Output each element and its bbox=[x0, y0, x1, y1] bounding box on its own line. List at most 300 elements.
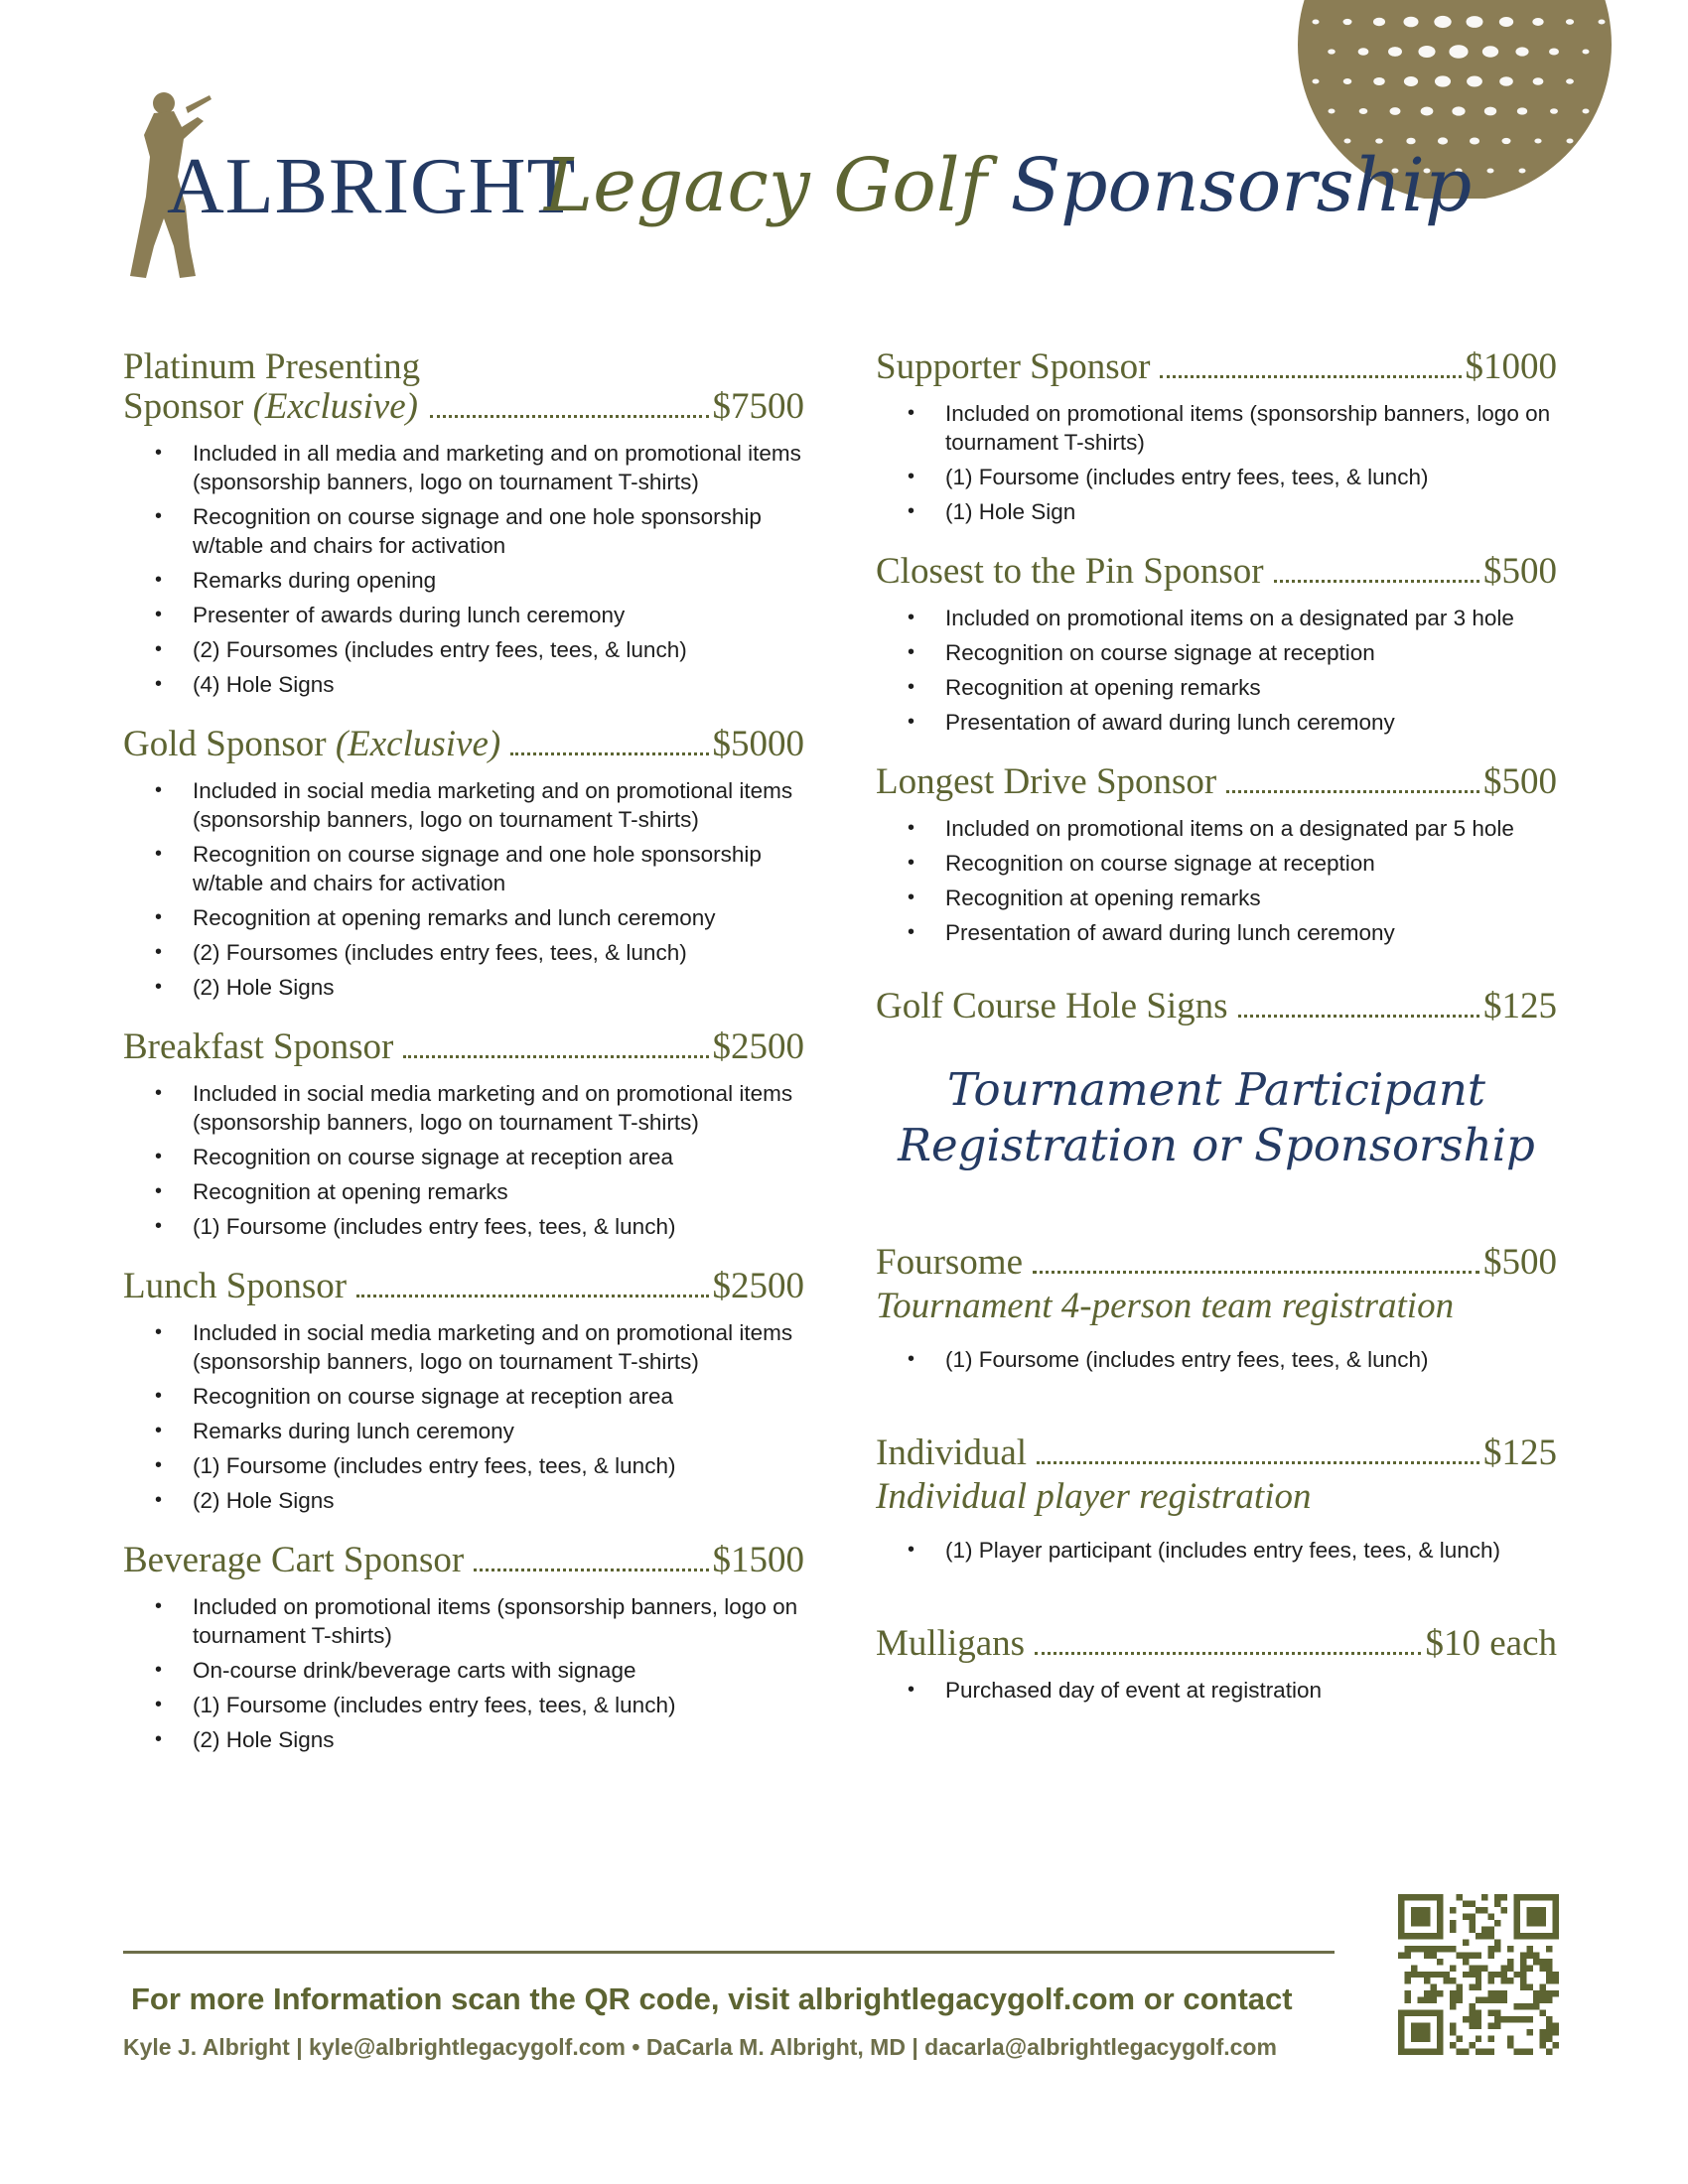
list-item: • Recognition at opening remarks and lunch ceremony bbox=[123, 903, 804, 932]
qr-module bbox=[1494, 1997, 1500, 2003]
tier-beverage-cart bbox=[123, 1541, 804, 1754]
ball-dimple bbox=[1418, 46, 1435, 58]
tier-heading bbox=[876, 987, 1557, 1026]
bullet-list bbox=[876, 1345, 1557, 1374]
list-item: • Included in social media marketing and on promotional items (sponsorship banners, logo on tournament T-shirts) bbox=[123, 776, 804, 834]
registration-mulligans bbox=[876, 1624, 1557, 1705]
list-item: • Included on promotional items on a designated par 3 hole bbox=[876, 604, 1557, 632]
qr-module bbox=[1488, 1997, 1494, 2003]
tier-subtitle: Individual player registration bbox=[876, 1476, 1312, 1518]
list-item: • (2) Hole Signs bbox=[123, 1725, 804, 1754]
list-item: • Recognition on course signage and one hole sponsorship w/table and chairs for activation bbox=[123, 502, 804, 560]
list-item: • Presenter of awards during lunch ceremony bbox=[123, 601, 804, 629]
qr-module bbox=[1417, 1946, 1423, 1952]
ball-dimple bbox=[1566, 78, 1574, 83]
qr-module bbox=[1553, 2023, 1559, 2029]
leader-dots bbox=[474, 1569, 708, 1571]
qr-module bbox=[1540, 2029, 1546, 2035]
qr-module bbox=[1469, 1972, 1475, 1978]
ball-dimple bbox=[1313, 20, 1320, 25]
qr-module bbox=[1476, 1984, 1481, 1990]
qr-module bbox=[1404, 1952, 1410, 1958]
bullet-list bbox=[123, 1318, 804, 1515]
qr-module bbox=[1469, 2010, 1475, 2016]
list-item: • Recognition on course signage at reception area bbox=[123, 1143, 804, 1171]
qr-module bbox=[1430, 1984, 1436, 1990]
qr-module bbox=[1450, 1920, 1456, 1926]
qr-module bbox=[1463, 1952, 1469, 1958]
qr-module bbox=[1404, 1990, 1410, 1996]
qr-module bbox=[1424, 1952, 1430, 1958]
qr-module bbox=[1514, 2003, 1520, 2009]
qr-module bbox=[1507, 1959, 1513, 1965]
tier-heading bbox=[876, 552, 1557, 592]
qr-module bbox=[1553, 1978, 1559, 1983]
list-item: • Presentation of award during lunch ceremony bbox=[876, 918, 1557, 947]
qr-module bbox=[1411, 1907, 1430, 1926]
tier-name: Supporter Sponsor bbox=[876, 346, 1151, 387]
qr-module bbox=[1494, 2023, 1500, 2029]
qr-module bbox=[1404, 1997, 1410, 2003]
footer-divider bbox=[123, 1951, 1335, 1954]
qr-module bbox=[1430, 1990, 1436, 1996]
tier-heading bbox=[876, 347, 1557, 387]
qr-module bbox=[1520, 2016, 1526, 2022]
qr-module bbox=[1456, 2049, 1462, 2055]
qr-module bbox=[1520, 1984, 1526, 1990]
qr-module bbox=[1450, 1965, 1456, 1971]
qr-module bbox=[1424, 1997, 1430, 2003]
list-item: • (1) Foursome (includes entry fees, tees, & lunch) bbox=[123, 1691, 804, 1719]
ball-dimple bbox=[1358, 48, 1369, 56]
qr-module bbox=[1450, 1990, 1456, 1996]
qr-module bbox=[1469, 1965, 1475, 1971]
qr-module bbox=[1476, 1952, 1481, 1958]
leader-dots bbox=[1160, 375, 1461, 378]
qr-module bbox=[1494, 1900, 1500, 1906]
ball-dimple bbox=[1389, 107, 1400, 115]
qr-module bbox=[1481, 1997, 1487, 2003]
qr-module bbox=[1450, 1926, 1456, 1932]
list-item: • (1) Foursome (includes entry fees, tees, & lunch) bbox=[876, 463, 1557, 491]
qr-module bbox=[1404, 1978, 1410, 1983]
tier-heading bbox=[123, 725, 804, 764]
tier-heading bbox=[123, 1027, 804, 1067]
tier-price: $125 bbox=[1483, 1433, 1557, 1474]
qr-module bbox=[1424, 1972, 1430, 1978]
tier-platinum bbox=[123, 347, 804, 699]
leader-dots bbox=[403, 1055, 708, 1058]
qr-module bbox=[1520, 2003, 1526, 2009]
ball-dimple bbox=[1515, 47, 1528, 56]
ball-dimple bbox=[1329, 109, 1336, 114]
qr-module bbox=[1469, 1920, 1475, 1926]
qr-module bbox=[1476, 1965, 1481, 1971]
bullet-list bbox=[876, 604, 1557, 737]
qr-module bbox=[1540, 2042, 1546, 2048]
qr-module bbox=[1553, 2029, 1559, 2035]
qr-module bbox=[1450, 1907, 1456, 1913]
tier-price: $500 bbox=[1483, 1242, 1557, 1284]
qr-module bbox=[1546, 1978, 1552, 1983]
list-item: • (2) Foursomes (includes entry fees, tees, & lunch) bbox=[123, 635, 804, 664]
tier-qualifier: (Exclusive) bbox=[335, 723, 501, 764]
list-item: • (1) Foursome (includes entry fees, tees, & lunch) bbox=[876, 1345, 1557, 1374]
qr-module bbox=[1533, 1990, 1539, 1996]
qr-module bbox=[1533, 1997, 1539, 2003]
tier-closest-to-pin bbox=[876, 552, 1557, 737]
tier-name bbox=[123, 347, 420, 427]
qr-module bbox=[1546, 1972, 1552, 1978]
title-sponsorship: Sponsorship bbox=[1010, 143, 1473, 228]
qr-module bbox=[1546, 1990, 1552, 1996]
qr-module bbox=[1411, 1972, 1417, 1978]
list-item: • Included on promotional items (sponsorship banners, logo on tournament T-shirts) bbox=[123, 1592, 804, 1650]
tier-price: $500 bbox=[1483, 760, 1557, 802]
ball-dimple bbox=[1404, 76, 1418, 86]
qr-module bbox=[1546, 2016, 1552, 2022]
qr-module bbox=[1507, 1978, 1513, 1983]
qr-module bbox=[1476, 2049, 1481, 2055]
qr-module bbox=[1476, 1978, 1481, 1983]
ball-dimple bbox=[1343, 19, 1352, 25]
tier-gold bbox=[123, 725, 804, 1002]
qr-module bbox=[1488, 1990, 1494, 1996]
qr-module bbox=[1411, 1946, 1417, 1952]
list-item: • (2) Foursomes (includes entry fees, tees, & lunch) bbox=[123, 938, 804, 967]
tier-heading bbox=[123, 1541, 804, 1580]
qr-module bbox=[1476, 2010, 1481, 2016]
qr-module bbox=[1527, 1946, 1533, 1952]
qr-module bbox=[1540, 2036, 1546, 2042]
qr-module bbox=[1469, 2016, 1475, 2022]
ball-dimple bbox=[1583, 109, 1590, 114]
qr-module bbox=[1494, 1920, 1500, 1926]
list-item: • (1) Foursome (includes entry fees, tees, & lunch) bbox=[123, 1451, 804, 1480]
tier-price: $2500 bbox=[712, 1265, 804, 1306]
qr-module bbox=[1540, 1965, 1546, 1971]
tier-breakfast bbox=[123, 1027, 804, 1241]
qr-module bbox=[1424, 1990, 1430, 1996]
qr-module bbox=[1450, 2029, 1456, 2035]
qr-module bbox=[1463, 2049, 1469, 2055]
qr-module bbox=[1520, 1965, 1526, 1971]
qr-module bbox=[1469, 1926, 1475, 1932]
qr-module bbox=[1553, 1990, 1559, 1996]
left-column bbox=[123, 347, 804, 1780]
qr-module bbox=[1469, 2042, 1475, 2048]
qr-module bbox=[1514, 2049, 1520, 2055]
tier-lunch bbox=[123, 1267, 804, 1515]
qr-module bbox=[1507, 2036, 1513, 2042]
qr-module bbox=[1527, 2003, 1533, 2009]
tier-name: Foursome bbox=[876, 1242, 1023, 1284]
qr-module bbox=[1411, 2023, 1430, 2042]
tier-heading bbox=[123, 347, 804, 427]
qr-module bbox=[1476, 1972, 1481, 1978]
qr-module bbox=[1456, 1997, 1462, 2003]
qr-module bbox=[1527, 1984, 1533, 1990]
qr-module bbox=[1430, 1952, 1436, 1958]
tier-name-line2: Sponsor bbox=[123, 385, 244, 427]
qr-module bbox=[1527, 2029, 1533, 2035]
ball-dimple bbox=[1534, 138, 1541, 143]
qr-module bbox=[1540, 2010, 1546, 2016]
ball-dimple bbox=[1482, 46, 1498, 57]
qr-module bbox=[1488, 1933, 1494, 1939]
qr-module bbox=[1507, 2016, 1513, 2022]
tier-price: $125 bbox=[1483, 985, 1557, 1026]
list-item: • Recognition on course signage at reception bbox=[876, 638, 1557, 667]
bullet-list bbox=[876, 814, 1557, 947]
qr-module bbox=[1488, 1972, 1494, 1978]
tier-heading bbox=[876, 1433, 1557, 1473]
tier-price: $7500 bbox=[712, 385, 804, 427]
ball-dimple bbox=[1567, 139, 1574, 144]
qr-module bbox=[1527, 2016, 1533, 2022]
tier-heading bbox=[123, 1267, 804, 1306]
qr-module bbox=[1488, 1952, 1494, 1958]
qr-module bbox=[1527, 1965, 1533, 1971]
ball-dimple bbox=[1421, 107, 1434, 116]
tier-name: Breakfast Sponsor bbox=[123, 1025, 394, 1067]
qr-module bbox=[1546, 2049, 1552, 2055]
qr-module bbox=[1546, 1997, 1552, 2003]
qr-module bbox=[1424, 1946, 1430, 1952]
qr-module bbox=[1501, 1894, 1507, 1900]
qr-module bbox=[1456, 2036, 1462, 2042]
qr-module bbox=[1494, 2016, 1500, 2022]
list-item: • Included in social media marketing and on promotional items (sponsorship banners, logo on tournament T-shirts) bbox=[123, 1318, 804, 1376]
qr-module bbox=[1488, 2036, 1494, 2042]
list-item: • (2) Hole Signs bbox=[123, 973, 804, 1002]
tier-heading bbox=[876, 1243, 1557, 1283]
registration-heading bbox=[876, 1062, 1557, 1174]
ball-dimple bbox=[1434, 16, 1451, 28]
list-item: • Recognition at opening remarks bbox=[123, 1177, 804, 1206]
qr-module bbox=[1501, 1907, 1507, 1913]
ball-dimple bbox=[1343, 78, 1352, 84]
qr-module bbox=[1533, 1959, 1539, 1965]
qr-module bbox=[1520, 1972, 1526, 1978]
qr-module bbox=[1476, 2036, 1481, 2042]
qr-module bbox=[1404, 1946, 1410, 1952]
qr-module bbox=[1501, 1990, 1507, 1996]
qr-module bbox=[1456, 1894, 1462, 1900]
qr-module bbox=[1527, 1907, 1546, 1926]
qr-module bbox=[1481, 1926, 1487, 1932]
list-item: • Purchased day of event at registration bbox=[876, 1676, 1557, 1705]
qr-module bbox=[1443, 1946, 1449, 1952]
tier-price: $2500 bbox=[712, 1025, 804, 1067]
qr-module bbox=[1437, 1990, 1443, 1996]
qr-module bbox=[1546, 2036, 1552, 2042]
ball-dimple bbox=[1566, 19, 1574, 25]
title-legacy-golf: Legacy Golf bbox=[544, 143, 987, 228]
ball-dimple bbox=[1373, 77, 1385, 85]
qr-module bbox=[1540, 1997, 1546, 2003]
list-item: • Recognition on course signage and one hole sponsorship w/table and chairs for activation bbox=[123, 840, 804, 897]
qr-module bbox=[1533, 1952, 1539, 1958]
qr-module bbox=[1514, 2016, 1520, 2022]
qr-module bbox=[1463, 1900, 1469, 1906]
ball-dimple bbox=[1359, 108, 1368, 114]
list-item: • Recognition at opening remarks bbox=[876, 673, 1557, 702]
ball-dimple bbox=[1499, 17, 1513, 27]
tier-name: Closest to the Pin Sponsor bbox=[876, 550, 1264, 592]
list-item: • Recognition on course signage at reception bbox=[876, 849, 1557, 878]
list-item: • Included on promotional items on a designated par 5 hole bbox=[876, 814, 1557, 843]
ball-dimple bbox=[1499, 76, 1513, 86]
list-item: • Included on promotional items (sponsorship banners, logo on tournament T-shirts) bbox=[876, 399, 1557, 457]
tier-name: Golf Course Hole Signs bbox=[876, 985, 1228, 1026]
qr-module bbox=[1443, 1972, 1449, 1978]
qr-module bbox=[1507, 1965, 1513, 1971]
ball-dimple bbox=[1313, 79, 1320, 84]
qr-module bbox=[1404, 1972, 1410, 1978]
qr-module bbox=[1494, 1894, 1500, 1900]
qr-module bbox=[1469, 2003, 1475, 2009]
qr-module bbox=[1456, 1952, 1462, 1958]
qr-module bbox=[1469, 1952, 1475, 1958]
brand-name: ALBRIGHT bbox=[167, 143, 577, 230]
qr-module bbox=[1481, 2049, 1487, 2055]
leader-dots bbox=[1037, 1461, 1479, 1464]
qr-module bbox=[1463, 1913, 1469, 1919]
list-item: • (2) Hole Signs bbox=[123, 1486, 804, 1515]
footer-info-text: For more Information scan the QR code, visit albrightlegacygolf.com or contact bbox=[131, 1981, 1293, 2016]
qr-module bbox=[1398, 1952, 1404, 1958]
ball-dimple bbox=[1403, 17, 1418, 28]
list-item: • Presentation of award during lunch ceremony bbox=[876, 708, 1557, 737]
qr-module bbox=[1481, 1965, 1487, 1971]
qr-module bbox=[1463, 1939, 1469, 1945]
ball-dimple bbox=[1599, 20, 1606, 25]
qr-module bbox=[1514, 1972, 1520, 1978]
list-item: • Included in all media and marketing and on promotional items (sponsorship banners, logo on tournament T-shirts) bbox=[123, 439, 804, 496]
qr-module bbox=[1520, 1978, 1526, 1983]
tier-subtitle: Tournament 4-person team registration bbox=[876, 1286, 1455, 1327]
qr-module bbox=[1507, 2042, 1513, 2048]
list-item: • Remarks during opening bbox=[123, 566, 804, 595]
qr-module bbox=[1437, 1946, 1443, 1952]
qr-module bbox=[1437, 1972, 1443, 1978]
list-item: • On-course drink/beverage carts with signage bbox=[123, 1656, 804, 1685]
qr-module bbox=[1469, 1900, 1475, 1906]
qr-module bbox=[1450, 2023, 1456, 2029]
tier-qualifier: (Exclusive) bbox=[252, 385, 418, 427]
qr-module bbox=[1430, 1972, 1436, 1978]
ball-dimple bbox=[1449, 45, 1468, 58]
qr-module bbox=[1450, 1978, 1456, 1983]
tier-heading bbox=[876, 762, 1557, 802]
tier-price: $1000 bbox=[1465, 346, 1557, 387]
qr-module bbox=[1450, 1997, 1456, 2003]
ball-dimple bbox=[1550, 108, 1558, 114]
tier-name: Beverage Cart Sponsor bbox=[123, 1539, 465, 1580]
qr-module bbox=[1540, 1984, 1546, 1990]
qr-module bbox=[1488, 2023, 1494, 2029]
bullet-list bbox=[876, 399, 1557, 526]
tier-price: $1500 bbox=[712, 1539, 804, 1580]
qr-module bbox=[1443, 1978, 1449, 1983]
qr-module bbox=[1520, 1959, 1526, 1965]
qr-module bbox=[1494, 2010, 1500, 2016]
qr-code-icon[interactable] bbox=[1398, 1894, 1559, 2055]
qr-module bbox=[1520, 2049, 1526, 2055]
ball-dimple bbox=[1452, 106, 1465, 115]
footer-contacts: Kyle J. Albright | kyle@albrightlegacygolf.com • DaCarla M. Albright, MD | dacarla@albrightlegacygolf.com bbox=[123, 2034, 1277, 2060]
qr-module bbox=[1546, 1965, 1552, 1971]
qr-module bbox=[1494, 1946, 1500, 1952]
qr-module bbox=[1546, 1959, 1552, 1965]
bullet-list bbox=[876, 1676, 1557, 1705]
list-item: • (1) Hole Sign bbox=[876, 497, 1557, 526]
qr-module bbox=[1469, 2023, 1475, 2029]
qr-module bbox=[1494, 1990, 1500, 1996]
right-column bbox=[876, 347, 1557, 1730]
qr-module bbox=[1469, 1913, 1475, 1919]
qr-module bbox=[1553, 2042, 1559, 2048]
ball-dimple bbox=[1532, 18, 1543, 26]
leader-dots bbox=[1035, 1652, 1421, 1655]
list-item: • Remarks during lunch ceremony bbox=[123, 1417, 804, 1445]
qr-module bbox=[1463, 1972, 1469, 1978]
qr-module bbox=[1456, 1990, 1462, 1996]
qr-module bbox=[1481, 1894, 1487, 1900]
bullet-list bbox=[876, 1536, 1557, 1565]
leader-dots bbox=[1033, 1271, 1479, 1274]
qr-module bbox=[1481, 1907, 1487, 1913]
list-item: • Recognition at opening remarks bbox=[876, 884, 1557, 912]
registration-heading-line2: Registration or Sponsorship bbox=[898, 1119, 1535, 1172]
qr-module bbox=[1430, 1997, 1436, 2003]
qr-module bbox=[1463, 2016, 1469, 2022]
qr-module bbox=[1520, 1952, 1526, 1958]
qr-module bbox=[1501, 1978, 1507, 1983]
qr-module bbox=[1546, 1946, 1552, 1952]
page-title bbox=[544, 143, 1473, 228]
ball-dimple bbox=[1467, 75, 1482, 86]
tier-name bbox=[123, 725, 500, 764]
qr-module bbox=[1488, 2010, 1494, 2016]
qr-module bbox=[1527, 2049, 1533, 2055]
tier-name: Mulligans bbox=[876, 1623, 1026, 1665]
list-item: • (4) Hole Signs bbox=[123, 670, 804, 699]
ball-dimple bbox=[1373, 18, 1385, 26]
leader-dots bbox=[356, 1295, 708, 1297]
qr-module bbox=[1546, 2029, 1552, 2035]
tier-name-line1: Platinum Presenting bbox=[123, 346, 421, 387]
leader-dots bbox=[1226, 790, 1479, 793]
tier-name-text: Gold Sponsor bbox=[123, 723, 327, 764]
ball-dimple bbox=[1533, 77, 1544, 85]
ball-dimple bbox=[1519, 169, 1526, 174]
qr-module bbox=[1450, 2042, 1456, 2048]
qr-module bbox=[1476, 1933, 1481, 1939]
ball-dimple bbox=[1583, 50, 1590, 55]
tier-price: $5000 bbox=[712, 723, 804, 764]
qr-module bbox=[1476, 1997, 1481, 2003]
leader-dots bbox=[1238, 1015, 1479, 1018]
ball-dimple bbox=[1484, 107, 1496, 116]
qr-module bbox=[1488, 1978, 1494, 1983]
qr-module bbox=[1501, 1972, 1507, 1978]
qr-module bbox=[1430, 1946, 1436, 1952]
tier-name: Individual bbox=[876, 1433, 1028, 1474]
tier-supporter bbox=[876, 347, 1557, 526]
qr-module bbox=[1476, 1907, 1481, 1913]
